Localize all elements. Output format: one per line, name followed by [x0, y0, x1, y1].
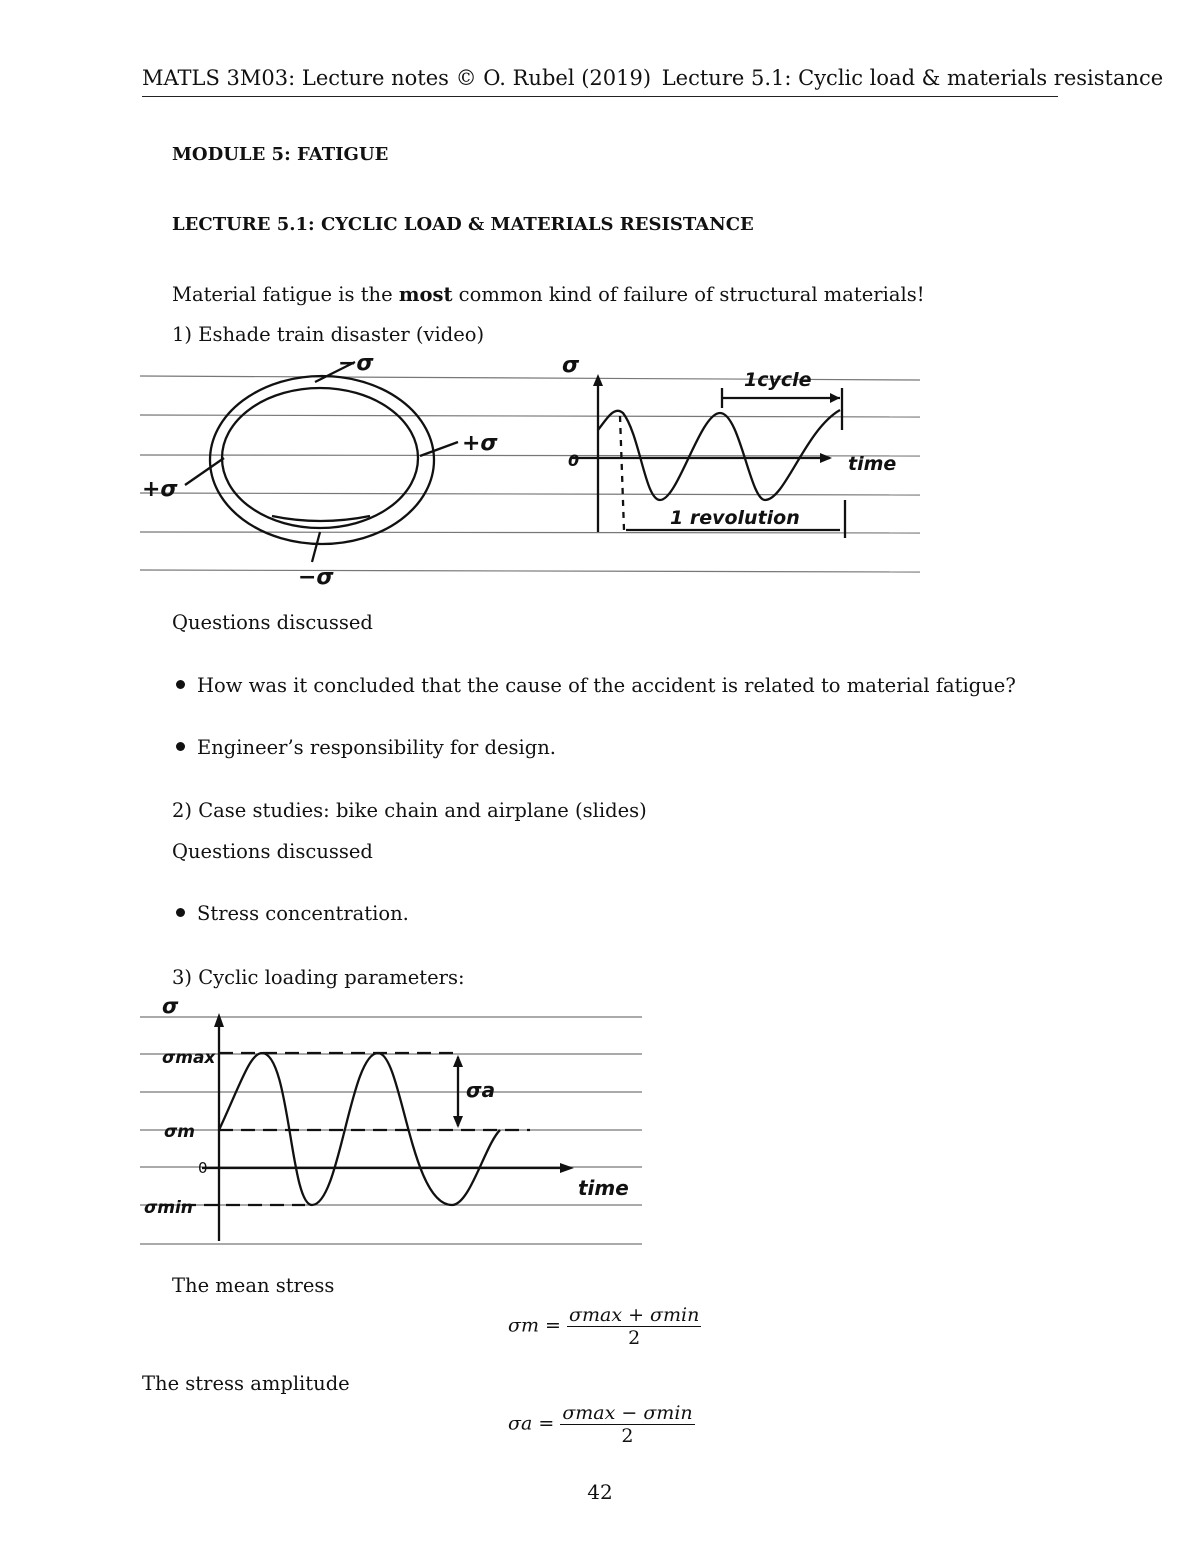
- item-1: 1) Eshade train disaster (video): [172, 323, 485, 346]
- label-time: time: [848, 453, 897, 475]
- mean-eq-denominator: 2: [628, 1327, 641, 1349]
- leader-left: [185, 458, 224, 485]
- question-1-item-1-text: How was it concluded that the cause of the accident is related to material fatigue?: [197, 674, 1016, 697]
- amplitude-equation: [508, 1402, 695, 1447]
- header-left: MATLS 3M03: Lecture notes © O. Rubel (2019): [142, 66, 652, 90]
- mean-stress-equation: [508, 1304, 701, 1349]
- amp-eq-denominator: 2: [621, 1425, 634, 1447]
- questions-1-label: Questions discussed: [172, 611, 373, 634]
- wheel-outer: [210, 376, 434, 544]
- amplitude-label: The stress amplitude: [142, 1372, 350, 1395]
- cycle-arrowhead: [830, 393, 840, 403]
- header-rule: [142, 96, 1058, 97]
- label-sigma-m: σm: [164, 1122, 195, 1142]
- label-axis-sigma: σ: [162, 995, 179, 1018]
- figure-cyclic-loading-sketch: [140, 995, 644, 1250]
- intro-text-after: common kind of failure of structural materials!: [452, 283, 925, 306]
- amp-eq-fraction: [560, 1402, 694, 1447]
- mean-eq-lhs: σm =: [508, 1314, 561, 1337]
- bullet-dot: [176, 680, 185, 689]
- mean-eq-fraction: [567, 1304, 701, 1349]
- question-1-item-2-text: Engineer’s responsibility for design.: [197, 736, 556, 759]
- label-one-cycle: 1cycle: [744, 369, 812, 391]
- axis-sigma-arrowhead: [214, 1013, 224, 1027]
- bullet-dot: [176, 908, 185, 917]
- axis-time-arrowhead: [820, 453, 832, 463]
- bullet-dot: [176, 742, 185, 751]
- axis-time-arrowhead: [560, 1163, 574, 1173]
- leader-right: [420, 442, 458, 456]
- stress-wave: [598, 410, 840, 500]
- label-sigma-top: −σ: [338, 351, 374, 376]
- label-sigma-a: σa: [466, 1078, 496, 1102]
- amplitude-arrowhead-bottom: [453, 1116, 463, 1128]
- amplitude-arrowhead-top: [453, 1055, 463, 1067]
- module-title: MODULE 5: FATIGUE: [172, 144, 389, 165]
- figure-wheel-stress-sketch: [140, 350, 922, 590]
- item-3: 3) Cyclic loading parameters:: [172, 966, 465, 989]
- questions-2-label: Questions discussed: [172, 840, 373, 863]
- label-sigma-max: σmax: [162, 1048, 216, 1068]
- label-sigma-right: +σ: [462, 431, 498, 456]
- question-1-item-1: [176, 674, 1016, 697]
- page-number: 42: [587, 1480, 613, 1504]
- label-zero: 0: [568, 451, 580, 470]
- intro-text-before: Material fatigue is the: [172, 283, 399, 306]
- wheel-contact-flat: [272, 516, 370, 521]
- label-sigma-bottom: −σ: [298, 565, 334, 590]
- question-2-item-1: [176, 902, 409, 925]
- label-one-revolution: 1 revolution: [670, 507, 800, 529]
- mean-stress-label: The mean stress: [172, 1274, 335, 1297]
- wheel-inner: [222, 388, 418, 528]
- intro-text-bold: most: [398, 283, 453, 306]
- mean-eq-numerator: σmax + σmin: [569, 1304, 700, 1326]
- question-2-item-1-text: Stress concentration.: [197, 902, 409, 925]
- label-axis-sigma: σ: [562, 353, 580, 378]
- leader-bottom: [312, 532, 320, 562]
- running-header: [142, 66, 1164, 90]
- label-sigma-left: +σ: [142, 477, 178, 502]
- label-time: time: [578, 1176, 629, 1200]
- label-zero: 0: [198, 1159, 208, 1177]
- lecture-title: LECTURE 5.1: CYCLIC LOAD & MATERIALS RESISTANCE: [172, 214, 754, 235]
- axis-sigma-arrowhead: [593, 374, 603, 386]
- intro-paragraph: [172, 283, 925, 306]
- amp-eq-lhs: σa =: [508, 1412, 555, 1435]
- header-right: Lecture 5.1: Cyclic load & materials resistance: [661, 66, 1164, 90]
- amp-eq-numerator: σmax − σmin: [562, 1402, 693, 1424]
- label-sigma-min: σmin: [144, 1198, 193, 1218]
- revolution-tick-left: [620, 416, 624, 530]
- item-2: 2) Case studies: bike chain and airplane (slides): [172, 799, 647, 822]
- question-1-item-2: [176, 736, 556, 759]
